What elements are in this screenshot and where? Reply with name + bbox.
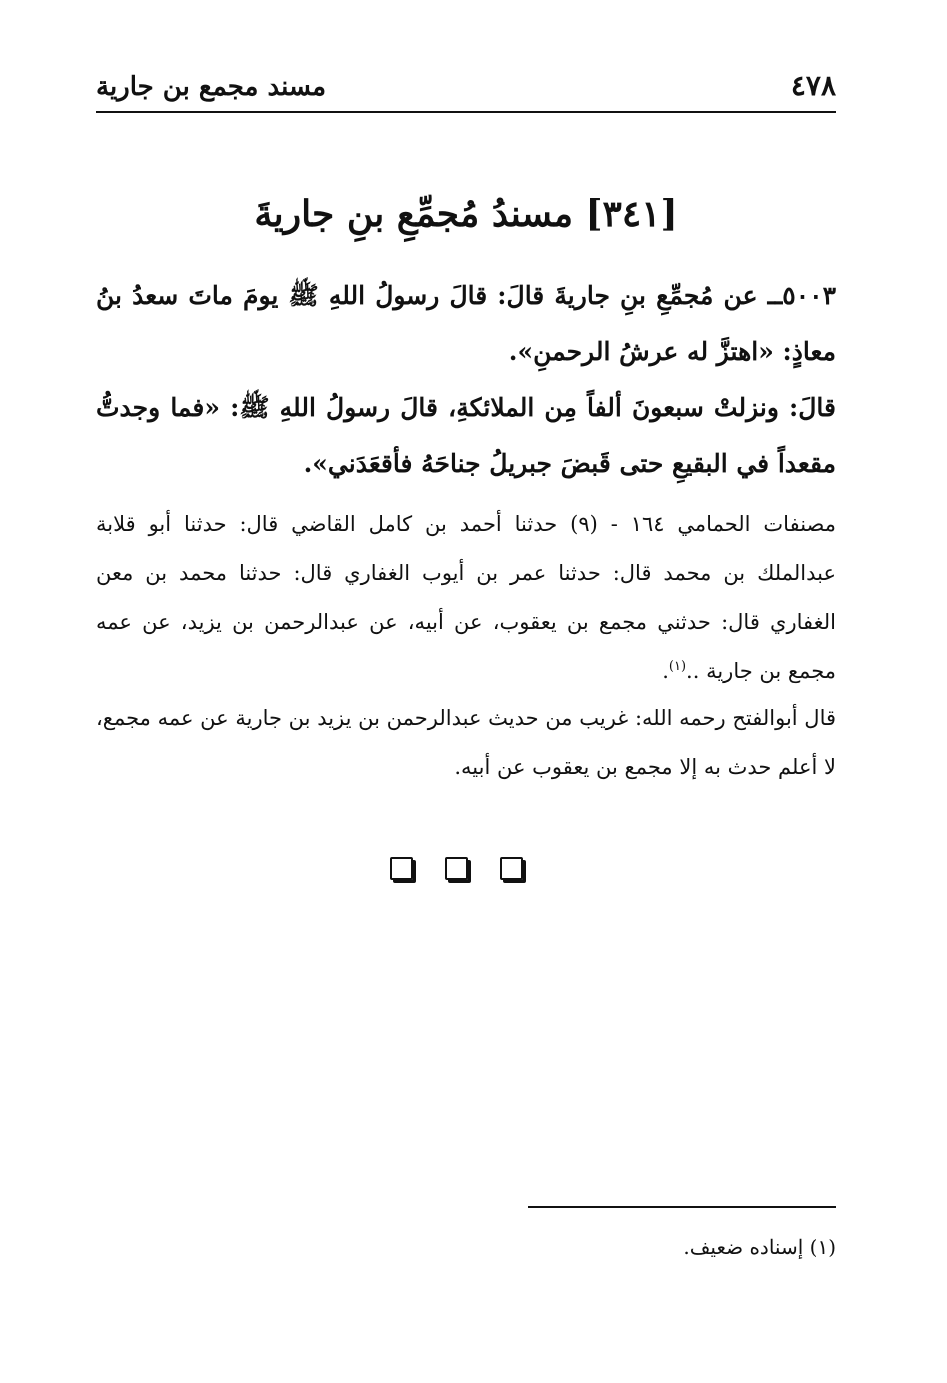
isnad-paragraph: مصنفات الحمامي ١٦٤ - (٩) حدثنا أحمد بن كامل القاضي قال: حدثنا أبو قلابة عبدالملك بن محمد قال: حدثنا عمر بن أيوب الغفاري قال: حدثنا محمد بن معن الغفاري قال: حدثني مجمع بن يعقوب، عن أبيه، عن عبدالرحمن بن يزيد، عن عمه مجمع بن جارية ..$^{(١)}$. [96, 512, 836, 683]
square-ornament-icon [445, 857, 468, 880]
footnote: (١) إسناده ضعيف. [683, 1235, 836, 1259]
hadith-continuation: قالَ: ونزلتْ سبعونَ ألفاً مِن الملائكةِ، قالَ رسولُ اللهِ ﷺ: «فما وجدتُّ مقعداً في البقيعِ حتى قَبضَ جبريلُ جناحَهُ فأقعَدَني». [96, 393, 836, 478]
commentary-paragraph: قال أبوالفتح رحمه الله: غريب من حديث عبدالرحمن بن يزيد بن جارية عن عمه مجمع، لا أعلم حدث به إلا مجمع بن يعقوب عن أبيه. [96, 706, 836, 779]
section-end-ornament [390, 857, 530, 887]
square-ornament-icon [500, 857, 523, 880]
footnote-reference: (١) [668, 659, 687, 674]
header-rule [96, 111, 836, 113]
footnote-separator [528, 1206, 836, 1208]
square-ornament-icon [390, 857, 413, 880]
page-number: ٤٧٨ [790, 69, 836, 102]
isnad-text: مصنفات الحمامي ١٦٤ - (٩) حدثنا أحمد بن كامل القاضي قال: حدثنا أبو قلابة عبدالملك بن محمد قال: حدثنا عمر بن أيوب الغفاري قال: حدثنا محمد بن معن الغفاري قال: حدثني مجمع بن يعقوب، عن أبيه، عن عبدالرحمن بن يزيد، عن عمه مجمع بن جارية .. [96, 512, 836, 683]
running-title: مسند مجمع بن جارية [96, 72, 327, 102]
hadith-text: ٥٠٠٣ــ عن مُجمِّعِ بنِ جاريةَ قالَ: قالَ رسولُ اللهِ ﷺ يومَ ماتَ سعدُ بنُ معاذٍ: «اهتزَّ له عرشُ الرحمنِ». [96, 281, 836, 366]
page-header [96, 68, 836, 106]
section-title: [٣٤١] مسندُ مُجمِّعِ بنِ جاريةَ [254, 193, 678, 235]
